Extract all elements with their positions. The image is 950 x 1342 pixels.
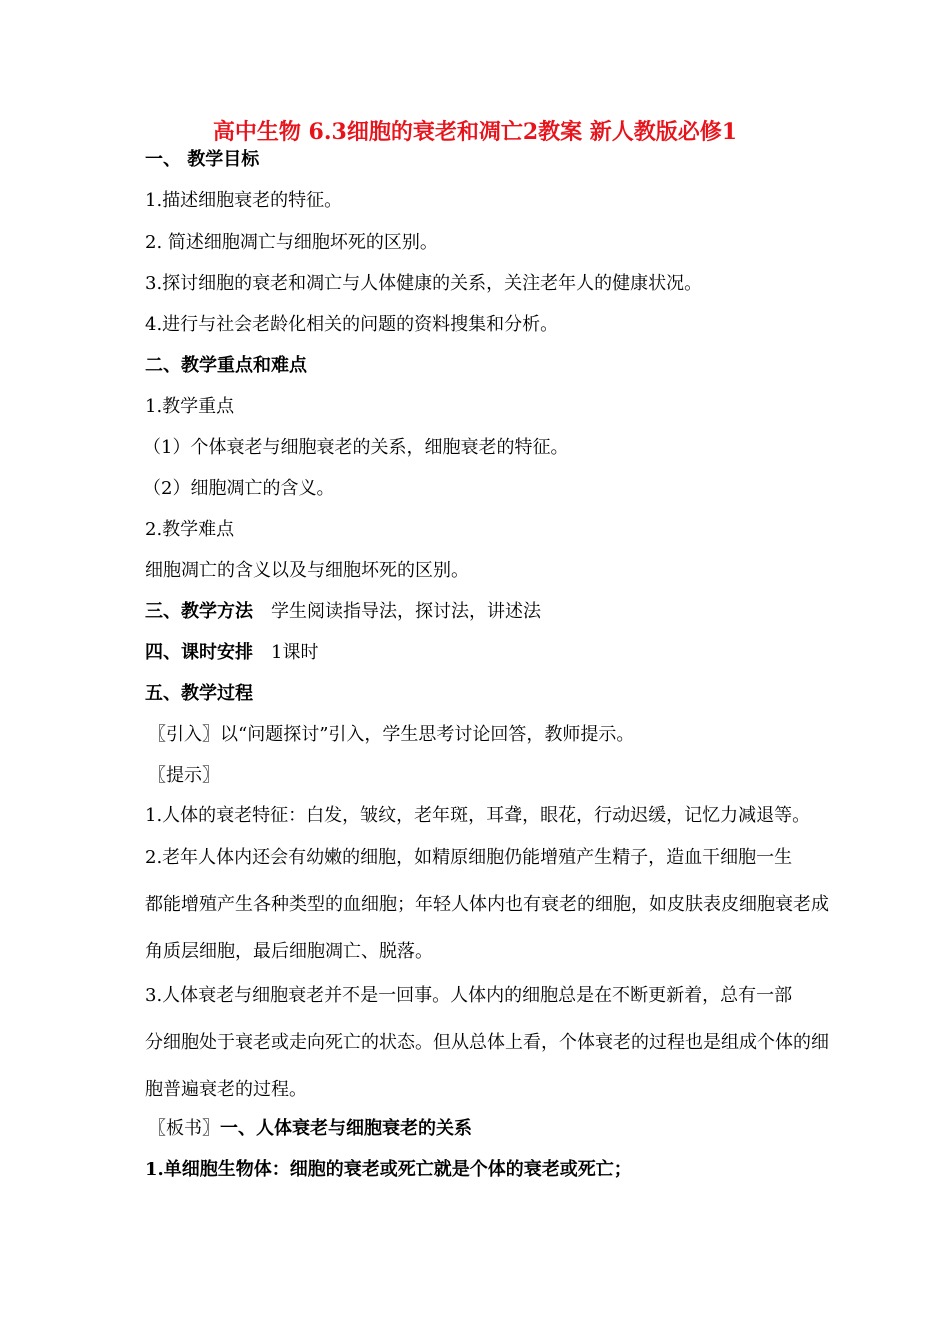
class-hours-row: [145, 640, 318, 666]
paragraph-2-line-3: 角质层细胞，最后细胞凋亡、脱落。: [145, 941, 433, 962]
paragraph-2-line-2: 都能增殖产生各种类型的血细胞；年轻人体内也有衰老的细胞，如皮肤表皮细胞衰老成: [145, 894, 829, 915]
difficulty-heading: 2.教学难点: [145, 519, 235, 540]
section-heading-process: 五、教学过程: [145, 683, 253, 704]
key-point-2: （2）细胞凋亡的含义。: [143, 478, 335, 499]
hours-text: 1课时: [271, 642, 319, 663]
methods-text: 学生阅读指导法，探讨法，讲述法: [271, 601, 541, 622]
section-heading-key-points: 二、教学重点和难点: [145, 355, 307, 376]
board-title: 一、人体衰老与细胞衰老的关系: [220, 1118, 472, 1139]
objective-4: 4.进行与社会老龄化相关的问题的资料搜集和分析。: [145, 314, 559, 335]
paragraph-3-line-1: 3.人体衰老与细胞衰老并不是一回事。人体内的细胞总是在不断更新着，总有一部: [145, 985, 793, 1006]
objective-1: 1.描述细胞衰老的特征。: [145, 190, 343, 211]
board-heading-row: [148, 1116, 472, 1142]
key-point-1: （1）个体衰老与细胞衰老的关系，细胞衰老的特征。: [143, 437, 569, 458]
section-heading-hours: 四、课时安排: [145, 642, 253, 663]
intro-text: 〖引入〗以“问题探讨”引入，学生思考讨论回答，教师提示。: [148, 724, 635, 745]
document-title: 高中生物 6.3细胞的衰老和凋亡2教案 新人教版必修1: [212, 119, 738, 145]
paragraph-1: 1.人体的衰老特征：白发，皱纹，老年斑，耳聋，眼花，行动迟缓，记忆力减退等。: [145, 805, 811, 826]
paragraph-3-line-2: 分细胞处于衰老或走向死亡的状态。但从总体上看，个体衰老的过程也是组成个体的细: [145, 1032, 829, 1053]
paragraph-3-line-3: 胞普遍衰老的过程。: [145, 1079, 307, 1100]
difficulty-text: 细胞凋亡的含义以及与细胞坏死的区别。: [145, 560, 469, 581]
board-item-1: 1.单细胞生物体：细胞的衰老或死亡就是个体的衰老或死亡；: [145, 1159, 632, 1180]
objective-2: 2. 简述细胞凋亡与细胞坏死的区别。: [145, 232, 438, 253]
board-label: 〖板书〗: [148, 1118, 220, 1139]
section-heading-methods: 三、教学方法: [145, 601, 253, 622]
paragraph-2-line-1: 2.老年人体内还会有幼嫩的细胞，如精原细胞仍能增殖产生精子，造血干细胞一生: [145, 847, 793, 868]
key-points-heading: 1.教学重点: [145, 396, 235, 417]
teaching-methods-row: [145, 599, 541, 625]
objective-3: 3.探讨细胞的衰老和凋亡与人体健康的关系，关注老年人的健康状况。: [145, 273, 703, 294]
section-heading-objectives: 一、 教学目标: [145, 149, 260, 170]
hint-label: 〖提示〗: [148, 765, 220, 786]
